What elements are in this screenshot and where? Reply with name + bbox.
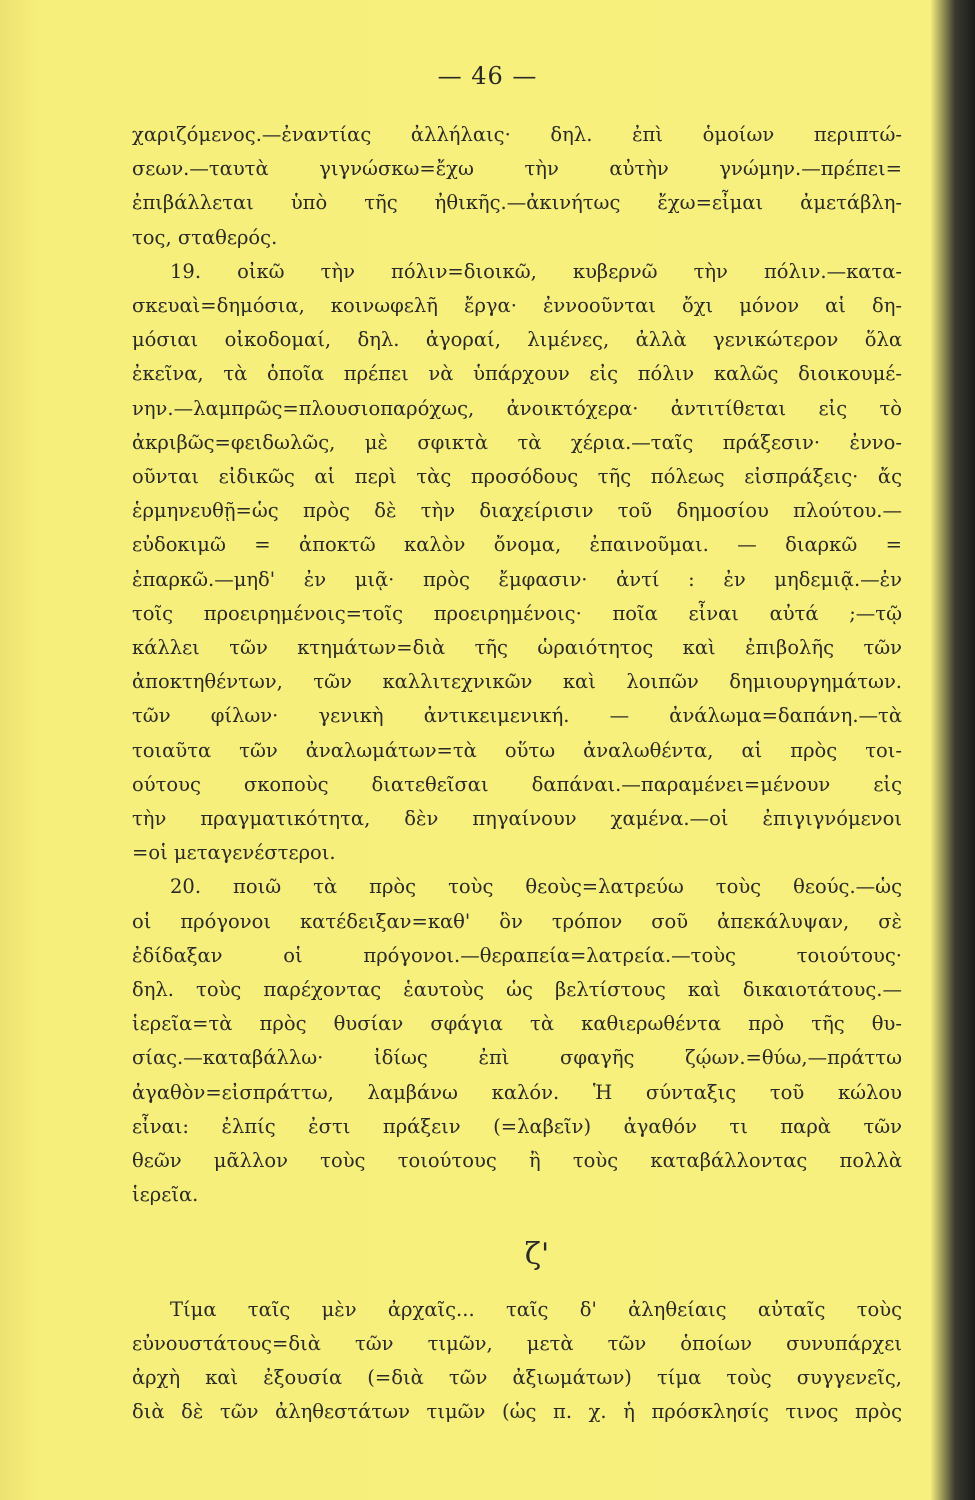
text-line: θεῶν μᾶλλον τοὺς τοιούτους ἢ τοὺς καταβάλλοντας πολλὰ [132, 1149, 902, 1173]
text-line: κάλλει τῶν κτημάτων=διὰ τῆς ὡραιότητος καὶ ἐπιβολῆς τῶν [132, 636, 902, 660]
text-line: εἶναι: ἐλπίς ἐστι πράξειν (=λαβεῖν) ἀγαθόν τι παρὰ τῶν [132, 1114, 902, 1138]
text-line: =οἱ μεταγενέστεροι. [132, 841, 336, 865]
text-line: οῦνται εἰδικῶς αἱ περὶ τὰς προσόδους τῆς πόλεως εἰσπράξεις· ἄς [132, 465, 902, 489]
text-line: τῶν φίλων· γενικὴ ἀντικειμενική. — ἀνάλωμα=δαπάνη.—τὰ [132, 704, 902, 728]
text-line: τοιαῦτα τῶν ἀναλωμάτων=τὰ οὕτω ἀναλωθέντα, αἱ πρὸς τοι- [132, 738, 902, 762]
text-line: σκευαὶ=δημόσια, κοινωφελῆ ἔργα· ἐννοοῦνται ὄχι μόνον αἱ δη- [132, 294, 902, 318]
page-number: — 46 — [437, 62, 538, 90]
text-line: μόσιαι οἰκοδομαί, δηλ. ἀγοραί, λιμένες, ἀλλὰ γενικώτερον ὅλα [132, 328, 902, 352]
text-line: τὴν πραγματικότητα, δὲν πηγαίνουν χαμένα.—οἱ ἐπιγιγνόμενοι [132, 807, 902, 831]
text-line: τοῖς προειρημένοις=τοῖς προειρημένοις· ποῖα εἶναι αὐτά ;—τῷ [132, 601, 902, 625]
page-text [132, 118, 902, 1429]
text-line: διὰ δὲ τῶν ἀληθεστάτων τιμῶν (ὡς π. χ. ἡ πρόσκλησίς τινος πρὸς [132, 1400, 902, 1424]
text-line: ἑρμηνευθῇ=ὡς πρὸς δὲ τὴν διαχείρισιν τοῦ δημοσίου πλούτου.— [132, 499, 902, 523]
text-line: σίας.—καταβάλλω· ἰδίως ἐπὶ σφαγῆς ζῴων.=θύω,—πράττω [132, 1046, 902, 1070]
text-line: ἐκεῖνα, τὰ ὁποῖα πρέπει νὰ ὑπάρχουν εἰς πόλιν καλῶς διοικουμέ- [132, 362, 902, 386]
text-line: οἱ πρόγονοι κατέδειξαν=καθ' ὃν τρόπον σοῦ ἀπεκάλυψαν, σὲ [132, 909, 902, 933]
text-line: ἀρχὴ καὶ ἐξουσία (=διὰ τῶν ἀξιωμάτων) τίμα τοὺς συγγενεῖς, [132, 1365, 902, 1389]
text-line: σεων.—ταυτὰ γιγνώσκω=ἔχω τὴν αὐτὴν γνώμην.—πρέπει= [132, 157, 902, 181]
text-line: ἀποκτηθέντων, τῶν καλλιτεχνικῶν καὶ λοιπῶν δημιουργημάτων. [132, 670, 902, 694]
text-line: 19. οἰκῶ τὴν πόλιν=διοικῶ, κυβερνῶ τὴν πόλιν.—κατα- [170, 259, 902, 283]
section-mark: ζ' [524, 1236, 550, 1272]
text-line: ούτους σκοποὺς διατεθεῖσαι δαπάναι.—παραμένει=μένουν εἰς [132, 772, 902, 796]
text-line: εὐνουστάτους=διὰ τῶν τιμῶν, μετὰ τῶν ὁποίων συνυπάρχει [132, 1331, 902, 1355]
text-line: ἐδίδαξαν οἱ πρόγονοι.—θεραπεία=λατρεία.—τοὺς τοιούτους· [132, 943, 902, 967]
text-line: ἐπιβάλλεται ὑπὸ τῆς ἠθικῆς.—ἀκινήτως ἔχω=εἶμαι ἀμετάβλη- [132, 191, 902, 215]
text-line: τος, σταθερός. [132, 225, 278, 249]
commentary-block-1 [132, 118, 902, 1213]
text-line: ἐπαρκῶ.—μηδ' ἐν μιᾷ· πρὸς ἔμφασιν· ἀντί : ἐν μηδεμιᾷ.—ἐν [132, 567, 902, 591]
commentary-block-2 [132, 1293, 902, 1430]
text-line: χαριζόμενος.—ἐναντίας ἀλλήλαις· δηλ. ἐπὶ ὁμοίων περιπτώ- [132, 123, 902, 146]
text-line: Τίμα ταῖς μὲν ἀρχαῖς... ταῖς δ' ἀληθείαις αὐταῖς τοὺς [170, 1297, 902, 1321]
text-line: ἱερεῖα=τὰ πρὸς θυσίαν σφάγια τὰ καθιερωθέντα πρὸ τῆς θυ- [132, 1012, 902, 1036]
text-line: ἀκριβῶς=φειδωλῶς, μὲ σφικτὰ τὰ χέρια.—ταῖς πράξεσιν· ἐννο- [132, 430, 902, 454]
text-line: νην.—λαμπρῶς=πλουσιοπαρόχως, ἀνοικτόχερα· ἀντιτίθεται εἰς τὸ [132, 396, 902, 420]
text-line: ἀγαθὸν=εἰσπράττω, λαμβάνω καλόν. Ἡ σύνταξις τοῦ κώλου [132, 1080, 902, 1104]
text-line: δηλ. τοὺς παρέχοντας ἑαυτοὺς ὡς βελτίστους καὶ δικαιοτάτους.— [132, 978, 902, 1002]
text-line: ἱερεῖα. [132, 1183, 199, 1207]
text-line: 20. ποιῶ τὰ πρὸς τοὺς θεοὺς=λατρεύω τοὺς θεούς.—ὡς [170, 875, 902, 899]
text-line: εὐδοκιμῶ = ἀποκτῶ καλὸν ὄνομα, ἐπαινοῦμαι. — διαρκῶ = [132, 533, 902, 557]
